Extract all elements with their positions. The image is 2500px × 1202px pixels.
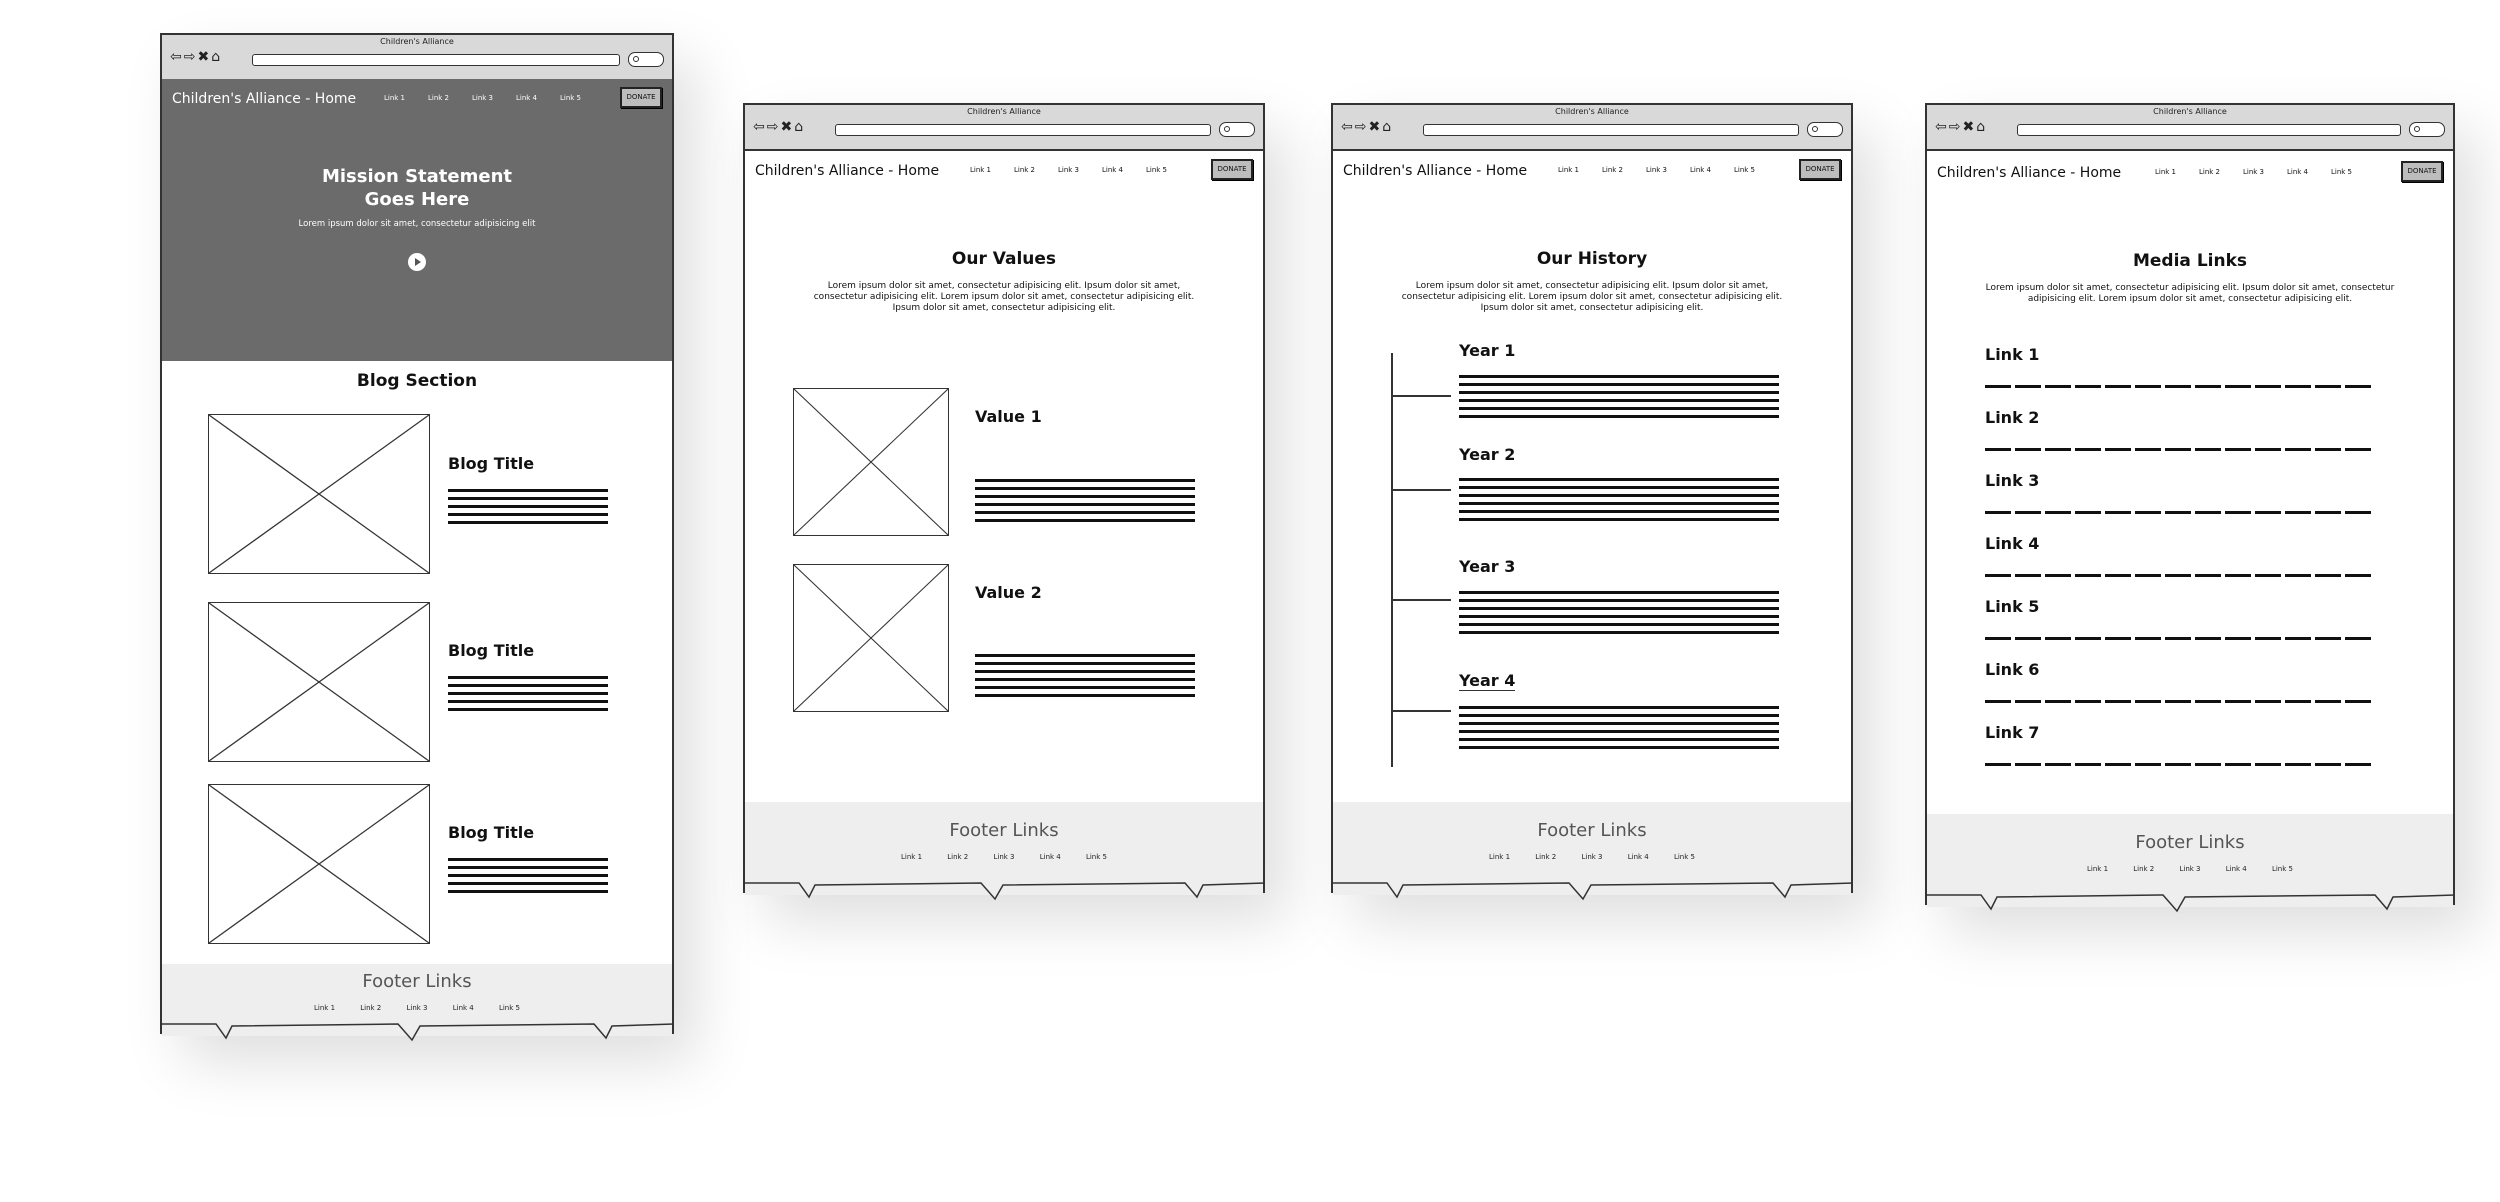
media-link-description: [1985, 763, 2371, 766]
nav-link[interactable]: Link 1: [2155, 168, 2177, 176]
footer-link[interactable]: Link 1: [2087, 865, 2109, 873]
timeline-tick: [1391, 599, 1451, 601]
footer-link[interactable]: Link 1: [314, 1004, 336, 1012]
browser-search-icon[interactable]: [2409, 122, 2445, 137]
footer-link[interactable]: Link 2: [360, 1004, 382, 1012]
nav-link[interactable]: Link 2: [428, 94, 450, 102]
year-description: [1459, 375, 1779, 420]
footer-title: Footer Links: [1537, 820, 1647, 841]
main-nav: [384, 94, 604, 102]
nav-link[interactable]: Link 1: [970, 166, 992, 174]
main-nav: [970, 166, 1190, 174]
hero-text: Lorem ipsum dolor sit amet, consectetur adipisicing elit: [298, 219, 536, 229]
donate-button[interactable]: DONATE: [1799, 159, 1841, 180]
footer-links: [1927, 865, 2453, 873]
blog-excerpt: [448, 676, 608, 716]
value-description: [975, 654, 1195, 699]
media-link[interactable]: Link 3: [1985, 471, 2040, 490]
year-description: [1459, 591, 1779, 636]
browser-nav-icons[interactable]: ⇦⇨✖⌂: [1935, 119, 1988, 135]
site-header: [1333, 151, 1851, 193]
timeline-tick: [1391, 489, 1451, 491]
footer-link[interactable]: Link 4: [1627, 853, 1649, 861]
site-header: [162, 79, 672, 121]
value-description: [975, 479, 1195, 524]
footer-link[interactable]: Link 2: [2133, 865, 2155, 873]
value-title: Value 1: [975, 407, 1042, 426]
play-icon[interactable]: [408, 253, 426, 271]
media-link-description: [1985, 511, 2371, 514]
year-description: [1459, 478, 1779, 523]
browser-chrome: [162, 35, 672, 81]
footer-link[interactable]: Link 1: [1489, 853, 1511, 861]
media-link[interactable]: Link 5: [1985, 597, 2040, 616]
nav-link[interactable]: Link 5: [560, 94, 582, 102]
value-image-placeholder: [793, 388, 949, 536]
footer-title: Footer Links: [949, 820, 1059, 841]
footer-link[interactable]: Link 4: [1039, 853, 1061, 861]
nav-link[interactable]: Link 3: [1646, 166, 1668, 174]
footer-link[interactable]: Link 2: [1535, 853, 1557, 861]
donate-button[interactable]: DONATE: [2401, 161, 2443, 182]
nav-link[interactable]: Link 5: [2331, 168, 2353, 176]
donate-button[interactable]: DONATE: [1211, 159, 1253, 180]
browser-chrome: [1927, 105, 2453, 151]
torn-edge: [743, 881, 1265, 905]
nav-link[interactable]: Link 3: [1058, 166, 1080, 174]
nav-link[interactable]: Link 5: [1734, 166, 1756, 174]
footer-link[interactable]: Link 3: [406, 1004, 428, 1012]
brand-link[interactable]: Children's Alliance - Home: [1343, 163, 1528, 179]
page-title: Our History: [1536, 249, 1648, 269]
footer-link[interactable]: Link 3: [2179, 865, 2201, 873]
home-page-mockup: [160, 33, 674, 1034]
history-page-mockup: [1331, 103, 1853, 893]
browser-chrome: [745, 105, 1263, 151]
media-link-description: [1985, 385, 2371, 388]
donate-button[interactable]: DONATE: [620, 87, 662, 108]
nav-link[interactable]: Link 1: [384, 94, 406, 102]
footer-title: Footer Links: [362, 971, 472, 992]
media-page-mockup: [1925, 103, 2455, 905]
mission-title-line2: Goes Here: [364, 189, 470, 210]
nav-link[interactable]: Link 4: [1690, 166, 1712, 174]
footer-links: [745, 853, 1263, 861]
timeline-tick: [1391, 710, 1451, 712]
window-title: Children's Alliance: [2153, 107, 2227, 116]
footer-link[interactable]: Link 5: [2271, 865, 2293, 873]
nav-link[interactable]: Link 2: [2199, 168, 2221, 176]
hero-section: [162, 121, 672, 361]
year-title: Year 4: [1459, 671, 1516, 690]
page-intro: Lorem ipsum dolor sit amet, consectetur adipisicing elit. Ipsum dolor sit amet, consectetur adipisicing elit. Lorem ipsum dolor sit amet, consectetur adipisicing elit. Ipsum dolor sit amet, consectetur adipisicing elit.: [813, 281, 1195, 313]
nav-link[interactable]: Link 5: [1146, 166, 1168, 174]
year-title: Year 2: [1459, 445, 1516, 464]
blog-title[interactable]: Blog Title: [448, 823, 535, 842]
media-link-description: [1985, 574, 2371, 577]
footer-link[interactable]: Link 5: [1673, 853, 1695, 861]
year-title: Year 1: [1459, 341, 1516, 360]
footer-links: [1333, 853, 1851, 861]
site-header: [1927, 153, 2453, 195]
blog-title[interactable]: Blog Title: [448, 641, 535, 660]
brand-link[interactable]: Children's Alliance - Home: [755, 163, 940, 179]
nav-link[interactable]: Link 2: [1602, 166, 1624, 174]
address-bar[interactable]: [835, 124, 1211, 136]
brand-link[interactable]: Children's Alliance - Home: [172, 91, 357, 107]
footer-link[interactable]: Link 3: [1581, 853, 1603, 861]
nav-link[interactable]: Link 4: [1102, 166, 1124, 174]
page-title: Our Values: [951, 249, 1057, 269]
blog-image-placeholder: [208, 414, 430, 574]
footer-links: [162, 1004, 672, 1012]
blog-title[interactable]: Blog Title: [448, 454, 535, 473]
nav-link[interactable]: Link 2: [1014, 166, 1036, 174]
nav-link[interactable]: Link 4: [516, 94, 538, 102]
page-title: Media Links: [2132, 251, 2248, 271]
browser-nav-icons[interactable]: ⇦⇨✖⌂: [170, 49, 223, 65]
footer-link[interactable]: Link 4: [452, 1004, 474, 1012]
torn-edge: [160, 1022, 674, 1046]
footer-title: Footer Links: [2135, 832, 2245, 853]
main-nav: [1558, 166, 1778, 174]
nav-link[interactable]: Link 1: [1558, 166, 1580, 174]
media-link-description: [1985, 448, 2371, 451]
media-link[interactable]: Link 1: [1985, 345, 2040, 364]
browser-search-icon[interactable]: [628, 52, 664, 67]
footer-link[interactable]: Link 1: [901, 853, 923, 861]
footer-link[interactable]: Link 2: [947, 853, 969, 861]
blog-heading: Blog Section: [356, 371, 478, 391]
torn-edge: [1925, 893, 2455, 917]
page-intro: Lorem ipsum dolor sit amet, consectetur adipisicing elit. Ipsum dolor sit amet, consectetur adipisicing elit. Lorem ipsum dolor sit amet, consectetur adipisicing elit.: [1985, 283, 2395, 304]
nav-link[interactable]: Link 4: [2287, 168, 2309, 176]
media-link[interactable]: Link 4: [1985, 534, 2040, 553]
browser-nav-icons[interactable]: ⇦⇨✖⌂: [1341, 119, 1394, 135]
nav-link[interactable]: Link 3: [2243, 168, 2265, 176]
media-link[interactable]: Link 7: [1985, 723, 2040, 742]
blog-image-placeholder: [208, 784, 430, 944]
blog-excerpt: [448, 858, 608, 898]
value-title: Value 2: [975, 583, 1042, 602]
year-title: Year 3: [1459, 557, 1516, 576]
footer-link[interactable]: Link 5: [498, 1004, 520, 1012]
window-title: Children's Alliance: [1555, 107, 1629, 116]
blog-excerpt: [448, 489, 608, 529]
address-bar[interactable]: [252, 54, 620, 66]
page-intro: Lorem ipsum dolor sit amet, consectetur adipisicing elit. Ipsum dolor sit amet, consectetur adipisicing elit. Lorem ipsum dolor sit amet, consectetur adipisicing elit. Ipsum dolor sit amet, consectetur adipisicing elit.: [1401, 281, 1783, 313]
nav-link[interactable]: Link 3: [472, 94, 494, 102]
blog-image-placeholder: [208, 602, 430, 762]
browser-chrome: [1333, 105, 1851, 151]
address-bar[interactable]: [1423, 124, 1799, 136]
timeline-tick: [1391, 395, 1451, 397]
browser-nav-icons[interactable]: ⇦⇨✖⌂: [753, 119, 806, 135]
main-nav: [2155, 168, 2375, 176]
value-image-placeholder: [793, 564, 949, 712]
footer-link[interactable]: Link 3: [993, 853, 1015, 861]
window-title: Children's Alliance: [967, 107, 1041, 116]
address-bar[interactable]: [2017, 124, 2401, 136]
brand-link[interactable]: Children's Alliance - Home: [1937, 165, 2122, 181]
browser-search-icon[interactable]: [1807, 122, 1843, 137]
mission-title-line1: Mission Statement: [321, 166, 513, 187]
year-description: [1459, 706, 1779, 751]
browser-search-icon[interactable]: [1219, 122, 1255, 137]
timeline-line: [1391, 353, 1393, 767]
media-link[interactable]: Link 2: [1985, 408, 2040, 427]
media-link[interactable]: Link 6: [1985, 660, 2040, 679]
footer-link[interactable]: Link 5: [1085, 853, 1107, 861]
site-header: [745, 151, 1263, 193]
footer-link[interactable]: Link 4: [2225, 865, 2247, 873]
values-page-mockup: [743, 103, 1265, 893]
window-title: Children's Alliance: [380, 37, 454, 46]
media-link-description: [1985, 637, 2371, 640]
torn-edge: [1331, 881, 1853, 905]
media-link-description: [1985, 700, 2371, 703]
